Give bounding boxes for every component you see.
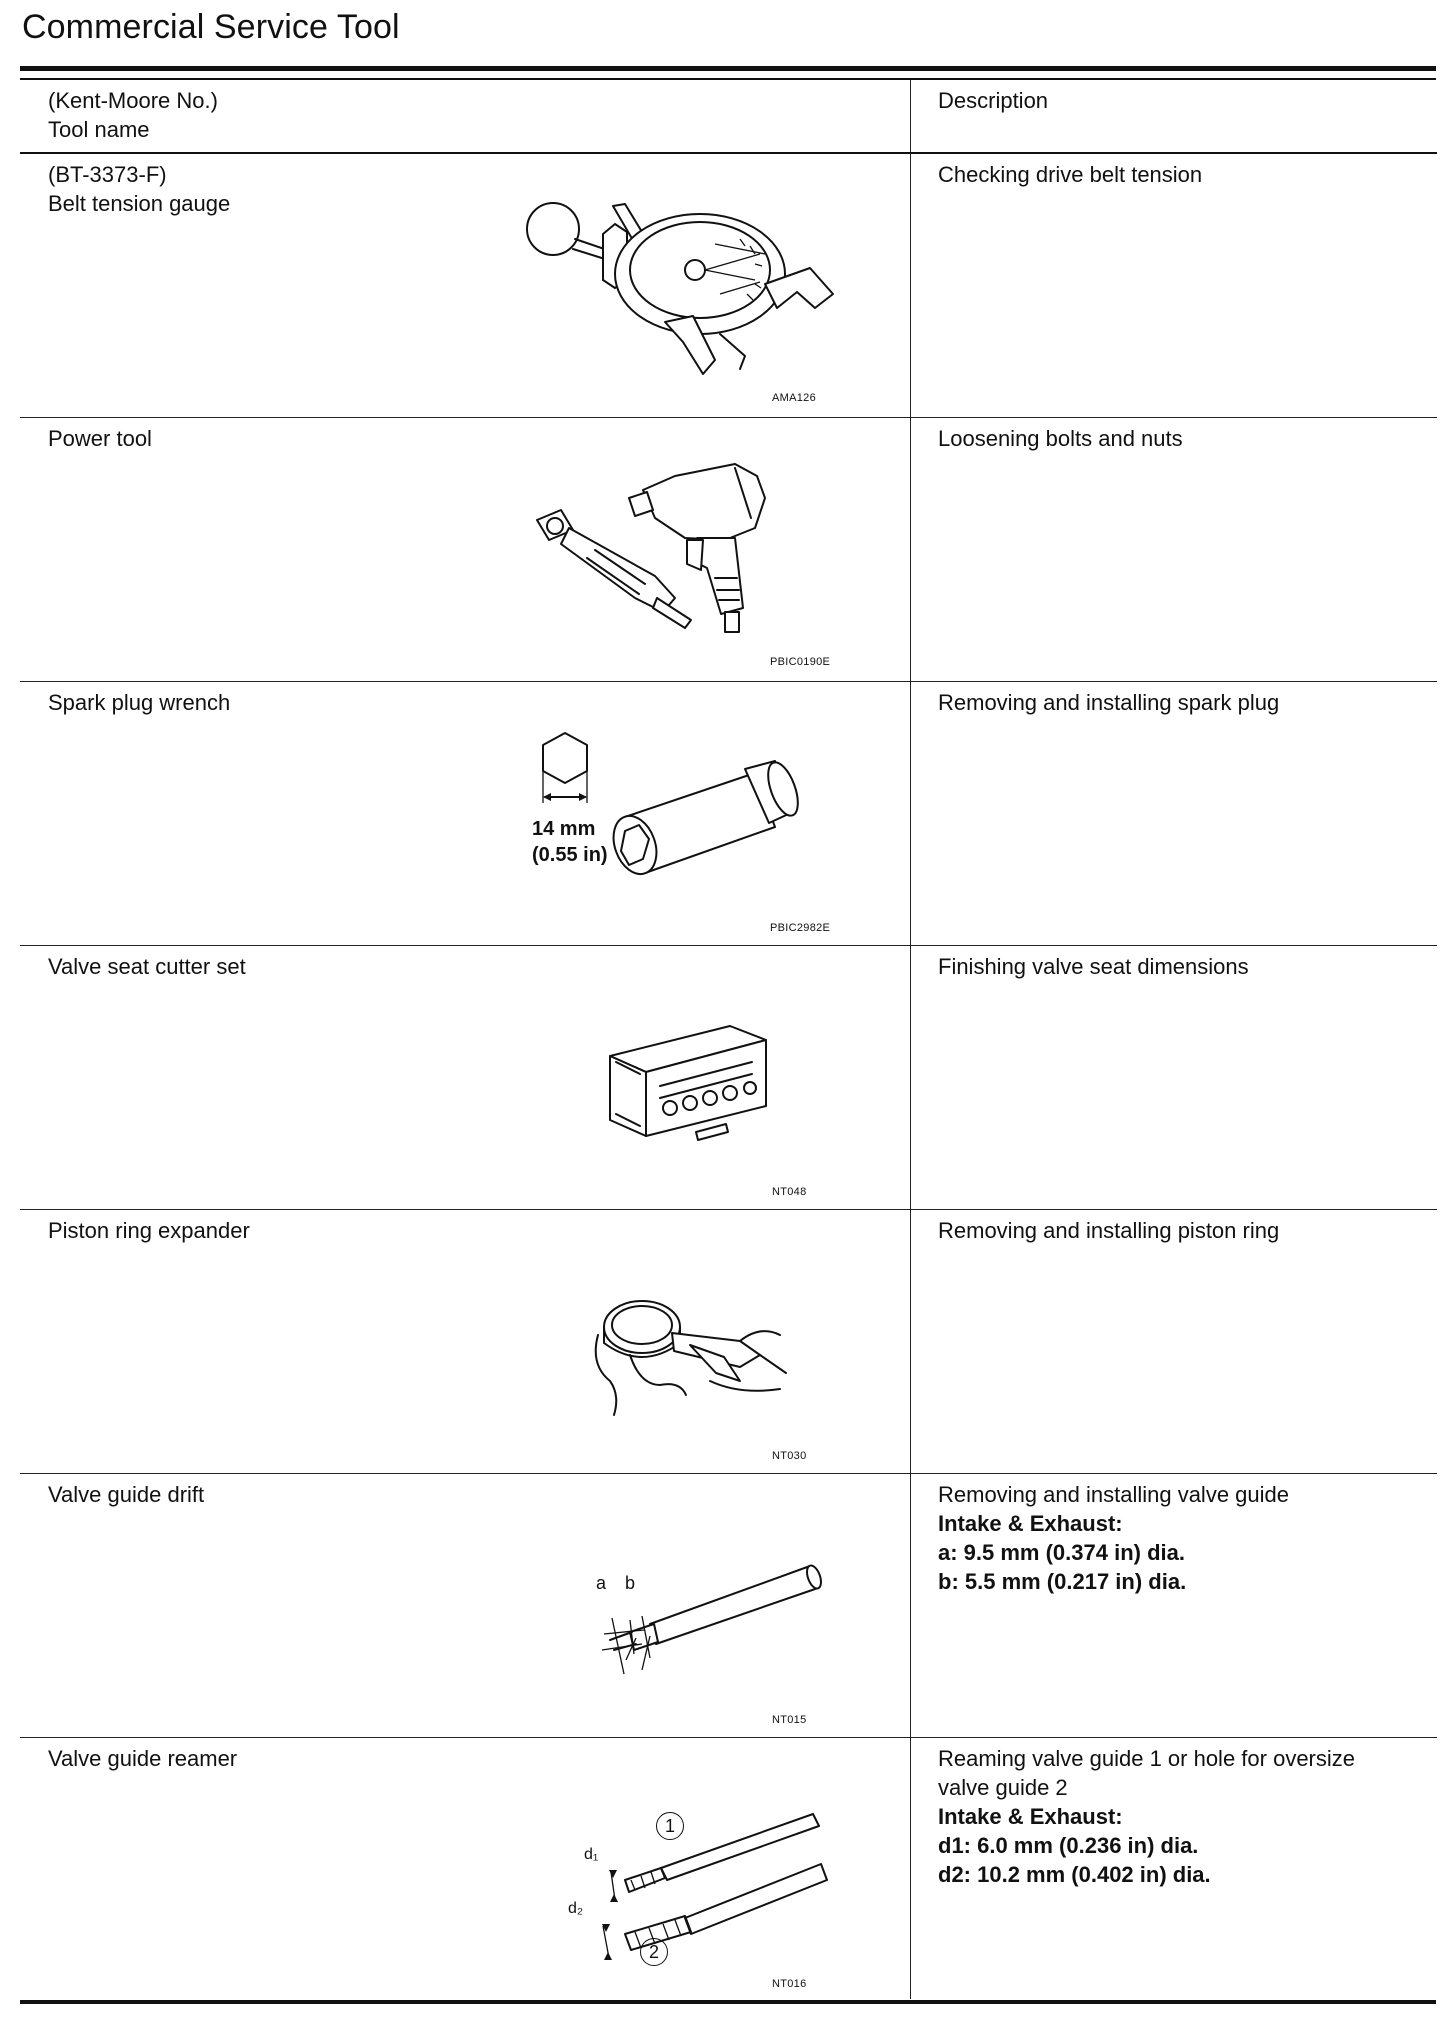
- header-tool-cell: [20, 80, 911, 153]
- drift-label-b: b: [625, 1573, 636, 1593]
- tool-name: Piston ring expander: [48, 1218, 250, 1243]
- tool-description: Removing and installing spark plug: [938, 690, 1280, 715]
- figure-code: PBIC2982E: [770, 922, 831, 934]
- spec-heading: Intake & Exhaust:: [938, 1511, 1123, 1536]
- piston-ring-expander-icon: [590, 1285, 790, 1425]
- figure-code: NT015: [772, 1714, 807, 1726]
- page-title: Commercial Service Tool: [22, 8, 400, 46]
- power-tool-icon: [525, 458, 855, 658]
- bottom-rule: [20, 2000, 1436, 2004]
- tool-name: Belt tension gauge: [48, 191, 231, 216]
- tool-name: Valve seat cutter set: [48, 954, 246, 979]
- tool-description: Finishing valve seat dimensions: [938, 954, 1249, 979]
- drift-label-a: a: [596, 1573, 607, 1593]
- service-tool-table: [20, 80, 1437, 1999]
- table-row: [20, 1474, 1437, 1738]
- hex-dimension-in: (0.55 in): [532, 844, 608, 866]
- valve-guide-reamer-icon: [595, 1808, 835, 1968]
- header-description-label: Description: [938, 88, 1049, 113]
- callout-1: 1: [656, 1812, 684, 1840]
- figure-code: NT030: [772, 1450, 807, 1462]
- figure-code: PBIC0190E: [770, 656, 831, 668]
- tool-description-line-1: Reaming valve guide 1 or hole for oversize: [938, 1746, 1356, 1771]
- title-rule-thick: [20, 66, 1436, 71]
- table-row: [20, 946, 1437, 1210]
- tool-name: Valve guide reamer: [48, 1746, 238, 1771]
- table-row: [20, 153, 1437, 418]
- header-description-cell: [911, 80, 1438, 153]
- spec-heading: Intake & Exhaust:: [938, 1804, 1123, 1829]
- tool-description: Loosening bolts and nuts: [938, 426, 1183, 451]
- tool-name: Power tool: [48, 426, 152, 451]
- tool-description: Removing and installing piston ring: [938, 1218, 1280, 1243]
- belt-tension-gauge-icon: [515, 184, 845, 384]
- valve-seat-cutter-set-icon: [600, 1016, 770, 1166]
- tool-name: Spark plug wrench: [48, 690, 231, 715]
- tool-description-line-2: valve guide 2: [938, 1775, 1068, 1800]
- tool-description: Checking drive belt tension: [938, 162, 1203, 187]
- spec-a: a: 9.5 mm (0.374 in) dia.: [938, 1540, 1185, 1565]
- table-row: [20, 418, 1437, 682]
- tool-name: Valve guide drift: [48, 1482, 205, 1507]
- figure-code: NT016: [772, 1978, 807, 1990]
- table-row: [20, 682, 1437, 946]
- table-header-row: [20, 80, 1437, 153]
- figure-code: NT048: [772, 1186, 807, 1198]
- callout-2: 2: [640, 1938, 668, 1966]
- table-row: [20, 1210, 1437, 1474]
- spec-d2: d2: 10.2 mm (0.402 in) dia.: [938, 1862, 1211, 1887]
- figure-code: AMA126: [772, 392, 816, 404]
- spec-b: b: 5.5 mm (0.217 in) dia.: [938, 1569, 1187, 1594]
- hex-dimension-mm: 14 mm: [532, 818, 596, 840]
- header-kent-moore-label: (Kent-Moore No.): [48, 88, 218, 113]
- table-row: [20, 1738, 1437, 2000]
- tool-description: Removing and installing valve guide: [938, 1482, 1289, 1507]
- tool-kent-moore-number: (BT-3373-F): [48, 162, 167, 187]
- header-tool-name-label: Tool name: [48, 117, 150, 142]
- reamer-label-d2: d₂: [568, 1900, 584, 1917]
- reamer-label-d1: d₁: [584, 1846, 599, 1863]
- spec-d1: d1: 6.0 mm (0.236 in) dia.: [938, 1833, 1199, 1858]
